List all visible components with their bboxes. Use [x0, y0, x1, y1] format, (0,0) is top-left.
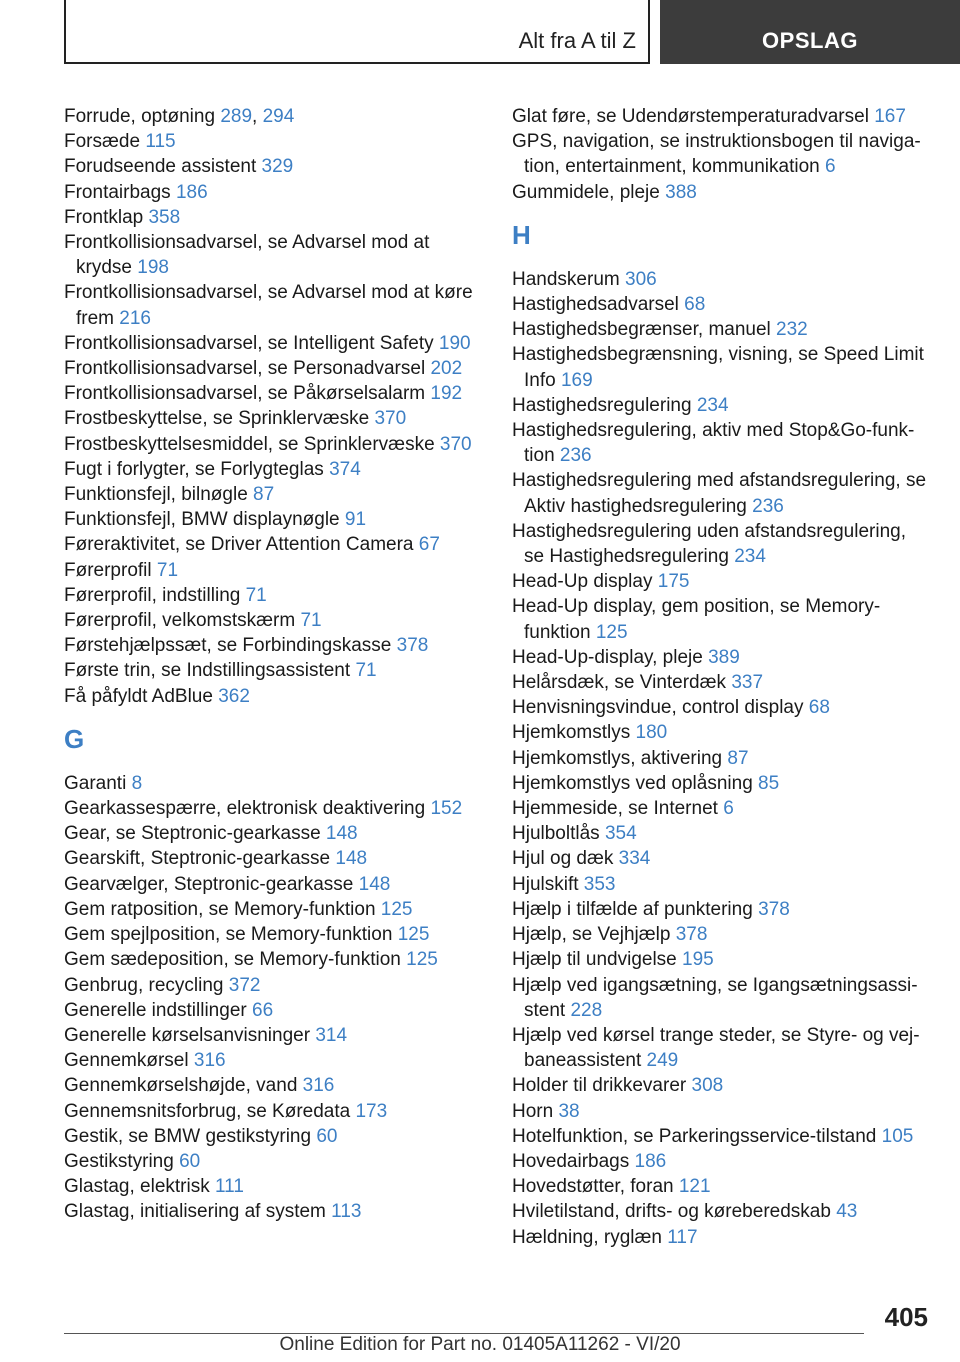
index-entry-text: Head-Up display — [512, 571, 653, 593]
index-entry-text: Glat føre, se Udendørstemperaturadvarsel — [512, 106, 869, 127]
page-reference-link[interactable]: 173 — [355, 1100, 388, 1122]
page-reference-link[interactable]: 152 — [430, 798, 463, 820]
index-entry — [512, 746, 930, 771]
index-entry — [512, 1124, 930, 1149]
index-entry — [64, 821, 482, 846]
index-entry-text: Gennemkørsel — [64, 1050, 189, 1072]
page-reference-link[interactable]: 198 — [137, 257, 169, 279]
page-reference-link[interactable]: 113 — [331, 1201, 362, 1223]
index-entry-text: Holder til drikkevarer — [512, 1075, 687, 1097]
index-entry — [64, 1174, 482, 1199]
page-reference-link[interactable]: 60 — [316, 1125, 338, 1147]
index-entry — [512, 695, 930, 720]
index-entry — [512, 104, 930, 129]
page-reference-link[interactable]: 334 — [618, 848, 651, 870]
index-entry — [512, 645, 930, 670]
index-entry — [512, 846, 930, 871]
index-entry — [64, 104, 482, 129]
index-entry-text: Førstehjælpssæt, se Forbindingskasse — [64, 635, 392, 657]
index-entry — [64, 1149, 482, 1174]
index-entry — [64, 1099, 482, 1124]
index-entry — [64, 1073, 482, 1098]
index-entry-text: Hjemmeside, se Internet — [512, 798, 718, 820]
index-entry — [512, 267, 930, 292]
page-reference-link[interactable]: 388 — [665, 181, 697, 203]
index-entry-text: Glastag, elektrisk — [64, 1176, 210, 1198]
page-reference-link[interactable]: 236 — [559, 445, 592, 467]
page-reference-link[interactable]: 378 — [758, 898, 790, 920]
page-reference-link[interactable]: 6 — [825, 156, 836, 178]
index-entry-text: Hjulskift — [512, 873, 579, 895]
index-entry-text: Gem ratposition, se Memory-funktion — [64, 898, 376, 920]
index-entry-text: Forrude, optøning — [64, 106, 216, 127]
index-entry — [64, 280, 482, 330]
page-reference-link[interactable]: 306 — [625, 268, 657, 290]
index-entry — [64, 154, 482, 179]
page-reference-link[interactable]: 111 — [215, 1176, 244, 1198]
index-entry-text: Gummidele, pleje — [512, 181, 660, 203]
index-entry-text: Head-Up-display, pleje — [512, 646, 703, 668]
index-entry-text: Frostbeskyttelse, se Sprinklervæske — [64, 408, 370, 430]
page-reference-link[interactable]: 389 — [708, 646, 740, 668]
index-entry-text: Frontkollisionsadvarsel, se Påkørselsalarm — [64, 383, 426, 405]
page-reference-link[interactable]: 6 — [723, 798, 734, 820]
index-entry-text: Gennemsnitsforbrug, se Køredata — [64, 1100, 351, 1122]
index-entry — [64, 558, 482, 583]
index-entry-text: Hovedairbags — [512, 1150, 630, 1172]
index-entry — [512, 1199, 930, 1224]
index-entry — [512, 180, 930, 205]
index-entry — [64, 432, 482, 457]
index-entry-text: Hastighedsregulering uden afstandsregulering, se Hastighedsregulering — [512, 520, 906, 568]
page-reference-link[interactable]: 125 — [406, 949, 438, 971]
page-reference-link[interactable]: 358 — [148, 206, 181, 228]
page-reference-link[interactable]: 202 — [430, 358, 463, 380]
index-entry — [64, 482, 482, 507]
index-entry — [64, 796, 482, 821]
page-reference-link[interactable]: 167 — [874, 106, 906, 127]
page-reference-link[interactable]: 374 — [329, 458, 361, 480]
page-reference-link[interactable]: 148 — [358, 873, 391, 895]
page-reference-link[interactable]: 316 — [302, 1075, 335, 1097]
index-entry-text: Hjælp ved igangsætning, se Igangsætningsassistent — [512, 974, 918, 1021]
index-entry-text: Hjælp, se Vejhjælp — [512, 924, 671, 946]
index-entry-text: Handskerum — [512, 268, 620, 290]
index-entry — [512, 897, 930, 922]
index-entry-text: Hjemkomstlys, aktivering — [512, 747, 723, 769]
index-entry — [512, 1174, 930, 1199]
index-entry-text: Fugt i forlygter, se Forlygteglas — [64, 458, 324, 480]
page-reference-link[interactable]: 71 — [156, 559, 179, 581]
index-entry — [64, 356, 482, 381]
index-entry-text: Gearskift, Steptronic-gearkasse — [64, 848, 331, 870]
index-entry — [64, 230, 482, 280]
header-section-frame — [64, 0, 650, 64]
index-entry — [512, 1225, 930, 1250]
index-entry-text: Hastighedsregulering, aktiv med Stop&Go-funktion — [512, 420, 915, 467]
index-entry-text: Gearkassespærre, elektronisk deaktivering — [64, 798, 426, 820]
index-entry — [512, 947, 930, 972]
index-entry — [64, 129, 482, 154]
page-reference-link[interactable]: 236 — [752, 495, 784, 517]
page-reference-link[interactable]: 117 — [667, 1226, 698, 1248]
page-reference-link[interactable]: 105 — [881, 1125, 914, 1147]
page-reference-link[interactable]: 68 — [684, 294, 706, 316]
index-entry — [512, 594, 930, 644]
index-entry-text: Hjemkomstlys ved oplåsning — [512, 772, 753, 794]
index-entry — [64, 1048, 482, 1073]
page-reference-link[interactable]: 60 — [179, 1150, 201, 1172]
footer-edition: Online Edition for Part no. 01405A11262 - VI/20 — [279, 1334, 681, 1355]
index-entry-text: Funktionsfejl, BMW displaynøgle — [64, 509, 340, 531]
index-entry-text: Horn — [512, 1100, 554, 1122]
index-entry — [64, 1199, 482, 1224]
index-entry — [64, 998, 482, 1023]
index-entry-text: Hjælp i tilfælde af punktering — [512, 898, 753, 920]
index-entry — [512, 569, 930, 594]
page-reference-link[interactable]: 125 — [397, 924, 430, 946]
page-reference-link[interactable]: 378 — [675, 924, 708, 946]
page-reference-link[interactable]: 175 — [657, 571, 690, 593]
index-entry-text: Hjælp ved kørsel trange steder, se Styre- og vejbaneassistent — [512, 1024, 920, 1072]
index-entry — [64, 583, 482, 608]
page-reference-link[interactable]: 8 — [131, 772, 143, 794]
index-entry-text: Generelle indstillinger — [64, 999, 247, 1021]
index-entry — [64, 973, 482, 998]
index-entry-text: Førerprofil, indstilling — [64, 584, 241, 606]
index-entry-text: Føreraktivitet, se Driver Attention Camera — [64, 534, 414, 556]
index-entry-text: Forudseende assistent — [64, 156, 257, 178]
index-entry — [512, 519, 930, 569]
index-entry — [64, 406, 482, 431]
index-entry-text: Henvisningsvindue, control display — [512, 697, 804, 719]
page-reference-link[interactable]: 115 — [145, 131, 176, 153]
index-entry-text: Frostbeskyttelsesmiddel, se Sprinklervæske — [64, 433, 435, 455]
index-entry-text: Få påfyldt AdBlue — [64, 685, 213, 707]
index-entry-text: Hastighedsregulering — [512, 394, 692, 416]
page-reference-link[interactable]: 180 — [635, 722, 668, 744]
page-reference-link[interactable]: 362 — [218, 685, 250, 707]
index-entry — [512, 342, 930, 392]
page-reference-link[interactable]: 337 — [731, 672, 764, 694]
index-entry-text: Frontkollisionsadvarsel, se Advarsel mod at køre frem — [64, 282, 473, 329]
index-entry — [512, 720, 930, 745]
index-entry — [64, 507, 482, 532]
page-reference-link[interactable]: 169 — [560, 369, 593, 391]
index-entry — [512, 317, 930, 342]
page-reference-link[interactable]: 378 — [396, 635, 429, 657]
index-entry-text: GPS, navigation, se instruktionsbogen til navigation, entertainment, kommunikation — [512, 131, 921, 178]
index-entry — [64, 180, 482, 205]
index-entry-text: Hjulboltlås — [512, 823, 600, 845]
page-reference-link[interactable]: 216 — [119, 307, 151, 329]
page-reference-link[interactable]: 43 — [836, 1201, 858, 1223]
index-entry-text: Hjælp til undvigelse — [512, 949, 677, 971]
page-reference-link[interactable]: 87 — [727, 747, 749, 769]
index-entry — [64, 922, 482, 947]
index-entry-text: Gestik, se BMW gestikstyring — [64, 1125, 312, 1147]
index-entry — [512, 468, 930, 518]
section-tab-opslag[interactable]: OPSLAG — [660, 0, 960, 64]
index-entry — [512, 129, 930, 179]
index-entry-text: Hovedstøtter, foran — [512, 1176, 674, 1198]
section-title: Alt fra A til Z — [518, 28, 636, 53]
index-entry-text: Genbrug, recycling — [64, 974, 224, 996]
page-reference-link[interactable]: 294 — [262, 106, 295, 127]
index-entry-text: Hastighedsbegrænser, manuel — [512, 319, 771, 341]
index-entry-text: Hastighedsregulering med afstandsregulering, se Aktiv hastighedsregulering — [512, 470, 927, 517]
page-reference-link[interactable]: 125 — [380, 898, 413, 920]
index-entry — [512, 796, 930, 821]
page-number: 405 — [884, 1302, 928, 1332]
page-reference-link[interactable]: 314 — [315, 1024, 348, 1046]
index-entry — [64, 1124, 482, 1149]
page-reference-link[interactable]: 370 — [374, 408, 407, 430]
index-entry-text: Førerprofil — [64, 559, 152, 581]
page-reference-link[interactable]: 91 — [344, 509, 367, 531]
page-reference-link[interactable]: 66 — [252, 999, 274, 1021]
index-entry-text: Frontkollisionsadvarsel, se Intelligent Safety — [64, 332, 434, 354]
index-entry-text: Hjul og dæk — [512, 848, 614, 870]
index-entry — [64, 608, 482, 633]
index-entry-text: Hotelfunktion, se Parkeringsservice-tilstand — [512, 1125, 877, 1147]
index-entry — [512, 872, 930, 897]
page-reference-link[interactable]: 289 — [220, 106, 253, 127]
page-reference-link[interactable]: 71 — [355, 660, 377, 682]
index-entry — [64, 897, 482, 922]
index-entry — [64, 381, 482, 406]
page-reference-link[interactable]: 71 — [245, 584, 267, 606]
index-entry — [64, 684, 482, 709]
index-entry — [64, 1023, 482, 1048]
index-entry-text: Forsæde — [64, 131, 141, 153]
index-entry — [512, 1023, 930, 1073]
page-reference-link[interactable]: 71 — [300, 610, 322, 632]
index-entry-text: Head-Up display, gem position, se Memory-funktion — [512, 596, 881, 643]
index-entry — [64, 457, 482, 482]
index-entry-text: Gestikstyring — [64, 1150, 174, 1172]
index-entry — [512, 1149, 930, 1174]
page-reference-link[interactable]: 38 — [558, 1100, 580, 1122]
index-entry — [64, 947, 482, 972]
page-reference-link[interactable]: 316 — [193, 1050, 226, 1072]
index-entry — [512, 1099, 930, 1124]
ref-separator: , — [252, 106, 258, 127]
index-entry-text: Gem spejlposition, se Memory-funktion — [64, 924, 393, 946]
page-reference-link[interactable]: 148 — [335, 848, 368, 870]
index-entry — [512, 670, 930, 695]
page-reference-link[interactable]: 190 — [438, 332, 471, 354]
index-entry — [64, 331, 482, 356]
index-entry — [512, 418, 930, 468]
page-reference-link[interactable]: 329 — [261, 156, 294, 178]
index-entry-text: Gear, se Steptronic-gearkasse — [64, 823, 321, 845]
index-entry — [512, 973, 930, 1023]
index-entry-text: Generelle kørselsanvisninger — [64, 1024, 311, 1046]
index-entry-text: Hjemkomstlys — [512, 722, 631, 744]
index-entry — [64, 658, 482, 683]
index-entry-text: Frontkollisionsadvarsel, se Advarsel mod at krydse — [64, 232, 430, 279]
page-reference-link[interactable]: 192 — [430, 383, 463, 405]
index-column-left — [64, 104, 482, 1225]
index-entry-text: Helårsdæk, se Vinterdæk — [512, 672, 727, 694]
page-reference-link[interactable]: 85 — [758, 772, 780, 794]
index-entry-text: Funktionsfejl, bilnøgle — [64, 484, 248, 506]
index-entry — [512, 1073, 930, 1098]
page-reference-link[interactable]: 228 — [570, 999, 603, 1021]
page-reference-link[interactable]: 121 — [678, 1176, 711, 1198]
index-letter-heading: G — [64, 723, 85, 754]
index-entry-text: Hviletilstand, drifts- og køreberedskab — [512, 1201, 831, 1223]
index-entry-text: Glastag, initialisering af system — [64, 1201, 326, 1223]
page-reference-link[interactable]: 87 — [253, 484, 275, 506]
index-entry — [512, 771, 930, 796]
page-reference-link[interactable]: 234 — [734, 546, 766, 568]
page-reference-link[interactable]: 353 — [583, 873, 616, 895]
index-entry — [512, 922, 930, 947]
page-reference-link[interactable]: 249 — [646, 1050, 679, 1072]
index-entry — [64, 633, 482, 658]
index-entry-text: Første trin, se Indstillingsassistent — [64, 660, 351, 682]
index-entry — [64, 846, 482, 871]
index-entry — [64, 205, 482, 230]
index-entry-text: Garanti — [64, 772, 127, 794]
page-reference-link[interactable]: 125 — [595, 621, 628, 643]
page-reference-link[interactable]: 354 — [604, 823, 637, 845]
page-reference-link[interactable]: 308 — [691, 1075, 724, 1097]
page-reference-link[interactable]: 148 — [325, 823, 358, 845]
index-entry-text: Frontklap — [64, 206, 144, 228]
page-reference-link[interactable]: 186 — [634, 1150, 667, 1172]
index-entry — [64, 532, 482, 557]
index-entry-text: Frontairbags — [64, 181, 171, 203]
page-reference-link[interactable]: 67 — [418, 534, 440, 556]
index-entry-text: Hastighedsbegrænsning, visning, se Speed Limit Info — [512, 344, 924, 391]
index-entry-text: Gem sædeposition, se Memory-funktion — [64, 949, 401, 971]
index-entry — [512, 292, 930, 317]
index-entry — [512, 821, 930, 846]
page-reference-link[interactable]: 195 — [682, 949, 714, 971]
page-reference-link[interactable]: 372 — [228, 974, 261, 996]
index-entry — [512, 393, 930, 418]
index-entry-text: Førerprofil, velkomstskærm — [64, 610, 296, 632]
index-entry-text: Frontkollisionsadvarsel, se Personadvarsel — [64, 358, 426, 380]
page-reference-link[interactable]: 186 — [175, 181, 208, 203]
index-column-right — [512, 104, 930, 1250]
index-entry-text: Hastighedsadvarsel — [512, 294, 679, 316]
index-entry-text: Hældning, ryglæn — [512, 1226, 662, 1248]
index-letter-heading: H — [512, 219, 531, 250]
page-reference-link[interactable]: 68 — [808, 697, 830, 719]
index-entry — [64, 872, 482, 897]
page-reference-link[interactable]: 234 — [696, 394, 729, 416]
index-entry — [64, 771, 482, 796]
page-reference-link[interactable]: 232 — [776, 319, 808, 341]
page-reference-link[interactable]: 370 — [439, 433, 472, 455]
index-entry-text: Gennemkørselshøjde, vand — [64, 1075, 298, 1097]
index-entry-text: Gearvælger, Steptronic-gearkasse — [64, 873, 354, 895]
